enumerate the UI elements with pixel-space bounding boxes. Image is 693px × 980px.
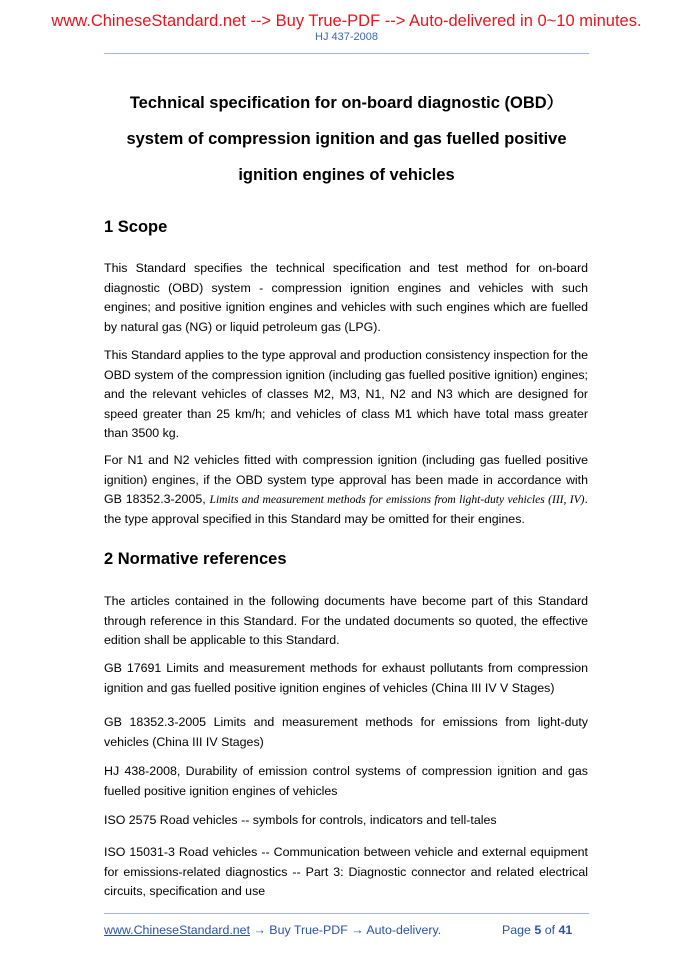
section-heading-normative-references: 2 Normative references bbox=[104, 550, 287, 568]
scope-paragraph-3-text-b: . the type approval specified in this Standard may be omitted for their engines. bbox=[104, 492, 588, 526]
reference-item: ISO 15031-3 Road vehicles -- Communication between vehicle and external equipment for emissions-related diagnostics -- Part 3: Diagnostic connector and related electrical circuits, specification and use bbox=[104, 845, 588, 899]
title-line-1: Technical specification for on-board diagnostic (OBD） bbox=[129, 94, 564, 112]
document-title bbox=[60, 85, 633, 193]
top-banner-link[interactable]: www.ChineseStandard.net --> Buy True-PDF --> Auto-delivered in 0~10 minutes. bbox=[51, 12, 642, 30]
scope-paragraph-1: This Standard specifies the technical specification and test method for on-board diagnostic (OBD) system - compression ignition engines and vehicles with such engines; and positive ignition engines and vehicles with such engines which are fuelled by natural gas (NG) or liquid petroleum gas (LPG). bbox=[104, 261, 588, 334]
footer-buy-link[interactable] bbox=[104, 922, 441, 938]
footer-divider bbox=[104, 913, 589, 914]
references-intro: The articles contained in the following documents have become part of this Standard through reference in this Standard. For the undated documents so quoted, the effective edition shall be applicable to this Standard. bbox=[104, 594, 588, 648]
document-code: HJ 437-2008 bbox=[315, 31, 378, 43]
scope-paragraph-3-text-a: For N1 and N2 vehicles fitted with compression ignition (including gas fuelled positive ignition) engines, if the OBD system type approval has been made in accordance with GB 18352.3-2005, bbox=[104, 453, 588, 507]
referenced-standard-title: Limits and measurement methods for emissions from light-duty vehicles (III, IV) bbox=[209, 493, 585, 507]
scope-paragraph-3 bbox=[104, 451, 588, 529]
title-line-3: ignition engines of vehicles bbox=[238, 166, 455, 184]
footer-link-text: → Buy True-PDF → Auto-delivery. bbox=[250, 923, 442, 937]
page-of: of bbox=[541, 923, 559, 937]
reference-item: GB 18352.3-2005 Limits and measurement methods for emissions from light-duty vehicles (China III IV Stages) bbox=[104, 715, 588, 749]
title-line-2: system of compression ignition and gas fuelled positive bbox=[126, 130, 567, 148]
page-total: 41 bbox=[558, 923, 573, 937]
header-divider bbox=[104, 53, 589, 54]
reference-item: ISO 2575 Road vehicles -- symbols for controls, indicators and tell-tales bbox=[104, 813, 497, 827]
page-label: Page bbox=[502, 923, 535, 937]
scope-paragraph-2: This Standard applies to the type approval and production consistency inspection for the OBD system of the compression ignition (including gas fuelled positive ignition) engines; and the relevant vehicles of classes M2, M3, N1, N2 and N3 which are designed for speed greater than 25 km/h; and vehicles of class M1 which have total mass greater than 3500 kg. bbox=[104, 348, 588, 441]
footer-url[interactable]: www.ChineseStandard.net bbox=[104, 923, 251, 937]
page-indicator bbox=[502, 922, 572, 938]
page-current: 5 bbox=[534, 923, 542, 937]
reference-item: GB 17691 Limits and measurement methods for exhaust pollutants from compression ignition and gas fuelled positive ignition engines of vehicles (China III IV V Stages) bbox=[104, 661, 588, 695]
section-heading-scope: 1 Scope bbox=[104, 218, 168, 236]
reference-item: HJ 438-2008, Durability of emission control systems of compression ignition and gas fuelled positive ignition engines of vehicles bbox=[104, 764, 588, 798]
